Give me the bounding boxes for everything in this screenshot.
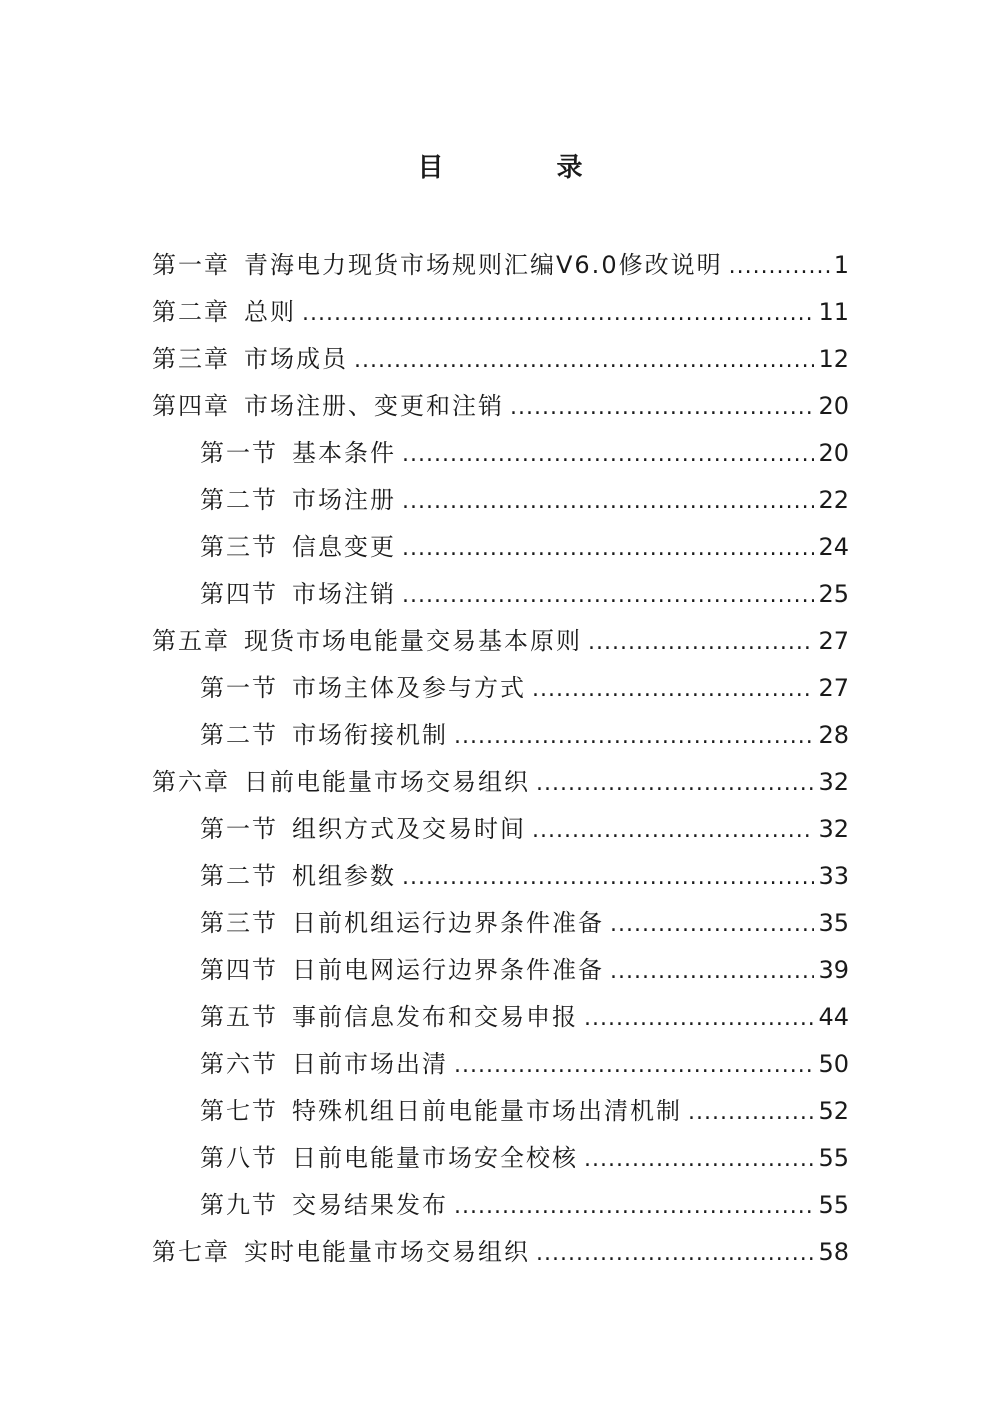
toc-page-number: 22 (818, 486, 849, 514)
toc-page-number: 24 (818, 533, 849, 561)
toc-chapter-entry[interactable] (0, 242, 1000, 289)
toc-entry-title: 机组参数 (292, 862, 396, 890)
toc-section-entry[interactable] (0, 900, 1000, 947)
toc-chapter-entry[interactable] (0, 336, 1000, 383)
toc-entry-number: 第四节 (200, 956, 278, 984)
toc-entry-title: 日前电能量市场交易组织 (244, 768, 530, 796)
toc-section-entry[interactable] (0, 477, 1000, 524)
toc-entry-title: 信息变更 (292, 533, 396, 561)
toc-entry-label (200, 900, 604, 947)
toc-entry-label (152, 289, 296, 336)
toc-entry-label (200, 430, 396, 477)
toc-entry-number: 第三节 (200, 909, 278, 937)
toc-entry-number: 第五节 (200, 1003, 278, 1031)
page-title: 目 录 (417, 153, 635, 183)
toc-page-number: 20 (818, 392, 849, 420)
toc-entry-title: 日前电网运行边界条件准备 (292, 956, 604, 984)
toc-page-number: 50 (818, 1050, 849, 1078)
toc-entry-label (200, 1041, 448, 1088)
toc-dot-leader (584, 1136, 814, 1183)
toc-dot-leader (688, 1089, 814, 1136)
toc-chapter-entry[interactable] (0, 383, 1000, 430)
toc-entry-label (152, 1229, 530, 1276)
toc-entry-label (200, 665, 526, 712)
toc-page-number: 55 (818, 1144, 849, 1172)
toc-dot-leader (454, 1183, 814, 1230)
toc-chapter-entry[interactable] (0, 759, 1000, 806)
toc-section-entry[interactable] (0, 1135, 1000, 1182)
toc-entry-label (152, 759, 530, 806)
toc-entry-title: 市场注册 (292, 486, 396, 514)
toc-entry-number: 第七章 (152, 1238, 230, 1266)
toc-entry-title: 市场成员 (244, 345, 348, 373)
toc-entry-number: 第六章 (152, 768, 230, 796)
toc-entry-title: 组织方式及交易时间 (292, 815, 526, 843)
toc-entry-number: 第二节 (200, 486, 278, 514)
toc-dot-leader (402, 525, 814, 572)
toc-dot-leader (454, 1042, 814, 1089)
toc-section-entry[interactable] (0, 1088, 1000, 1135)
toc-entry-title: 市场主体及参与方式 (292, 674, 526, 702)
toc-entry-number: 第七节 (200, 1097, 278, 1125)
toc-entry-title: 市场注销 (292, 580, 396, 608)
toc-section-entry[interactable] (0, 1041, 1000, 1088)
toc-entry-number: 第二章 (152, 298, 230, 326)
toc-entry-label (200, 806, 526, 853)
toc-page-number: 1 (833, 251, 849, 279)
toc-page-number: 33 (818, 862, 849, 890)
toc-entry-label (200, 524, 396, 571)
toc-page-number: 11 (818, 298, 849, 326)
toc-entry-number: 第八节 (200, 1144, 278, 1172)
toc-page-number: 20 (818, 439, 849, 467)
toc-entry-label (200, 712, 448, 759)
toc-dot-leader (610, 901, 814, 948)
toc-page-number: 25 (818, 580, 849, 608)
toc-entry-title: 交易结果发布 (292, 1191, 448, 1219)
toc-entry-title: 日前机组运行边界条件准备 (292, 909, 604, 937)
toc-entry-title: 青海电力现货市场规则汇编V6.0修改说明 (244, 251, 723, 279)
toc-dot-leader (536, 1230, 814, 1277)
toc-entry-label (152, 242, 723, 289)
toc-chapter-entry[interactable] (0, 1229, 1000, 1276)
toc-entry-number: 第二节 (200, 721, 278, 749)
toc-entry-label (200, 853, 396, 900)
toc-entry-title: 日前市场出清 (292, 1050, 448, 1078)
toc-page-number: 55 (818, 1191, 849, 1219)
toc-entry-label (200, 994, 578, 1041)
toc-entry-label (200, 571, 396, 618)
toc-entry-number: 第九节 (200, 1191, 278, 1219)
toc-entry-title: 总则 (244, 298, 296, 326)
toc-entry-label (152, 618, 582, 665)
toc-page-number: 28 (818, 721, 849, 749)
toc-page-number: 32 (818, 815, 849, 843)
toc-section-entry[interactable] (0, 1182, 1000, 1229)
toc-entry-number: 第四节 (200, 580, 278, 608)
toc-entry-title: 基本条件 (292, 439, 396, 467)
toc-entry-label (200, 947, 604, 994)
toc-dot-leader (454, 713, 814, 760)
toc-dot-leader (402, 431, 814, 478)
toc-entry-number: 第六节 (200, 1050, 278, 1078)
toc-page-number: 39 (818, 956, 849, 984)
toc-page-number: 44 (818, 1003, 849, 1031)
toc-entry-title: 市场衔接机制 (292, 721, 448, 749)
toc-entry-label (200, 477, 396, 524)
toc-entry-number: 第一节 (200, 815, 278, 843)
toc-entry-number: 第二节 (200, 862, 278, 890)
toc-entry-number: 第一节 (200, 674, 278, 702)
toc-section-entry[interactable] (0, 571, 1000, 618)
toc-dot-leader (510, 384, 814, 431)
toc-dot-leader (584, 995, 814, 1042)
toc-entry-number: 第三章 (152, 345, 230, 373)
toc-section-entry[interactable] (0, 712, 1000, 759)
toc-dot-leader (729, 243, 830, 290)
toc-chapter-entry[interactable] (0, 618, 1000, 665)
toc-entry-number: 第三节 (200, 533, 278, 561)
toc-dot-leader (588, 619, 814, 666)
toc-dot-leader (532, 807, 814, 854)
toc-dot-leader (402, 478, 814, 525)
toc-entry-number: 第一章 (152, 251, 230, 279)
toc-section-entry[interactable] (0, 853, 1000, 900)
toc-dot-leader (536, 760, 814, 807)
toc-entry-title: 市场注册、变更和注销 (244, 392, 504, 420)
toc-page-number: 35 (818, 909, 849, 937)
toc-entry-title: 事前信息发布和交易申报 (292, 1003, 578, 1031)
toc-page-number: 52 (818, 1097, 849, 1125)
table-of-contents (0, 242, 1000, 1276)
toc-chapter-entry[interactable] (0, 289, 1000, 336)
toc-page-number: 32 (818, 768, 849, 796)
toc-dot-leader (354, 337, 814, 384)
toc-entry-label (152, 336, 348, 383)
toc-entry-number: 第五章 (152, 627, 230, 655)
toc-entry-title: 日前电能量市场安全校核 (292, 1144, 578, 1172)
toc-dot-leader (610, 948, 814, 995)
toc-section-entry[interactable] (0, 994, 1000, 1041)
toc-page-number: 27 (818, 674, 849, 702)
toc-section-entry[interactable] (0, 947, 1000, 994)
toc-section-entry[interactable] (0, 806, 1000, 853)
toc-section-entry[interactable] (0, 524, 1000, 571)
toc-entry-title: 特殊机组日前电能量市场出清机制 (292, 1097, 682, 1125)
toc-dot-leader (402, 854, 814, 901)
toc-entry-label (200, 1088, 682, 1135)
toc-entry-number: 第一节 (200, 439, 278, 467)
toc-page-number: 58 (818, 1238, 849, 1266)
toc-dot-leader (532, 666, 814, 713)
toc-entry-label (200, 1135, 578, 1182)
toc-section-entry[interactable] (0, 430, 1000, 477)
toc-entry-title: 实时电能量市场交易组织 (244, 1238, 530, 1266)
toc-page-number: 12 (818, 345, 849, 373)
toc-page-number: 27 (818, 627, 849, 655)
toc-entry-title: 现货市场电能量交易基本原则 (244, 627, 582, 655)
toc-entry-number: 第四章 (152, 392, 230, 420)
toc-dot-leader (402, 572, 814, 619)
toc-section-entry[interactable] (0, 665, 1000, 712)
toc-entry-label (152, 383, 504, 430)
toc-dot-leader (302, 290, 814, 337)
toc-entry-label (200, 1182, 448, 1229)
